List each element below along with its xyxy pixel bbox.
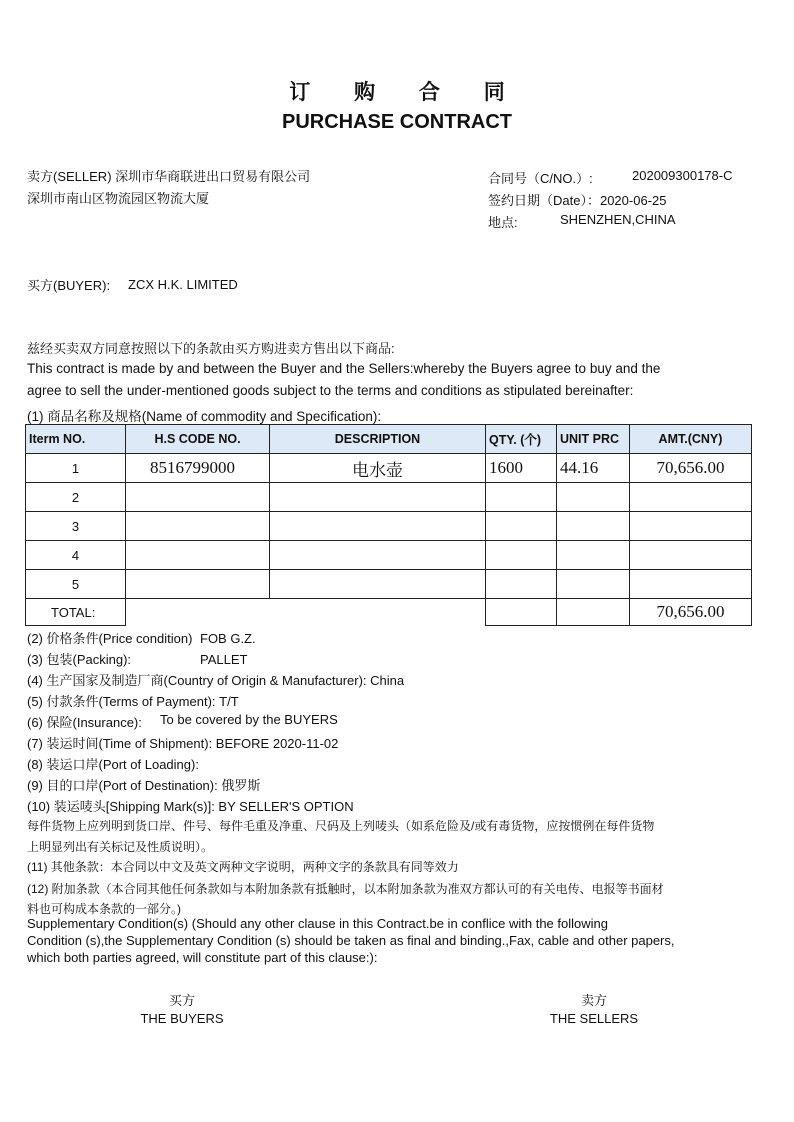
buyer-label: 买方(BUYER): (27, 278, 111, 293)
clause-5-payment: (5) 付款条件(Terms of Payment): T/T (27, 694, 239, 709)
clause-12-line1: (12) 附加条款（本合同其他任何条款如与本附加条款有抵触时，以本附加条款为准双方都认可的有关电传、电报等书面材 (27, 882, 664, 896)
table-row-4-amount (629, 540, 752, 570)
table-total-qty (485, 598, 557, 626)
table-row-2-unit-price (556, 482, 630, 512)
clause-9-destination: (9) 目的口岸(Port of Destination): 俄罗斯 (27, 778, 261, 793)
sellers-signature-cn: 卖方 (580, 993, 607, 1008)
table-row-1-description: 电水壶 (269, 453, 486, 483)
header-qty: QTY. (个) (485, 424, 557, 454)
table-total-amount: 70,656.00 (629, 598, 752, 626)
clause-7-shipment: (7) 装运时间(Time of Shipment): BEFORE 2020-11-02 (27, 736, 339, 751)
clause-6-value: To be covered by the BUYERS (160, 712, 338, 727)
table-row-2-item-no: 2 (25, 482, 126, 512)
table-row-5-item-no: 5 (25, 569, 126, 599)
goods-table (25, 424, 752, 626)
clause-3-value: PALLET (200, 652, 248, 667)
table-row-5-unit-price (556, 569, 630, 599)
header-item-no: Iterm NO. (25, 424, 126, 454)
clause-10-note-line2: 上明显列出有关标记及性质说明）。 (27, 840, 214, 854)
seller-label: 卖方(SELLER) (27, 169, 112, 184)
clause-4-origin: (4) 生产国家及制造厂商(Country of Origin & Manufacturer): China (27, 673, 405, 688)
intro-en-line2: agree to sell the under-mentioned goods subject to the terms and conditions as stipulated bereinafter: (27, 383, 634, 398)
clause-6-label: (6) 保险(Insurance): (27, 715, 142, 730)
header-amount: AMT.(CNY) (629, 424, 752, 454)
intro-cn: 兹经买卖双方同意按照以下的条款由买方购进卖方售出以下商品: (27, 341, 395, 356)
clause-8-loading: (8) 装运口岸(Port of Loading): (27, 757, 199, 772)
table-row-5-qty (485, 569, 557, 599)
intro-en-line1: This contract is made by and between the Buyer and the Sellers:whereby the Buyers agree to buy and the (27, 361, 661, 376)
table-row-3-description (269, 511, 486, 541)
supplementary-line2: Condition (s),the Supplementary Condition (s) should be taken as final and binding.,Fax, cable and other papers, (27, 933, 675, 948)
table-row-4-unit-price (556, 540, 630, 570)
table-row-2-qty (485, 482, 557, 512)
seller-name: 深圳市华商联进出口贸易有限公司 (115, 169, 311, 184)
clause-3-label: (3) 包装(Packing): (27, 652, 132, 667)
table-row-5-description (269, 569, 486, 599)
table-row-4-hs-code (125, 540, 270, 570)
supplementary-line3: which both parties agreed, will constitute part of this clause:): (27, 950, 378, 965)
supplementary-line1: Supplementary Condition(s) (Should any other clause in this Contract.be in conflice with the following (27, 916, 608, 931)
clause-11-other: (11) 其他条款：本合同以中文及英文两种文字说明，两种文字的条款具有同等效力 (27, 860, 459, 874)
table-row-4-item-no: 4 (25, 540, 126, 570)
table-row-1-unit-price: 44.16 (556, 453, 630, 483)
contract-title-cn: 订 购 合 同 (289, 81, 505, 104)
contract-date-label: 签约日期（Date）： (488, 193, 600, 208)
contract-place-label: 地点: (488, 215, 518, 230)
clause-10-note-line1: 每件货物上应列明到货口岸、件号、每件毛重及净重、尺码及上列唛头（如系危险及/或有毒货物，应按惯例在每件货物 (27, 819, 655, 833)
table-row-1-qty: 1600 (485, 453, 557, 483)
seller-line (27, 166, 310, 185)
header-unit-price: UNIT PRC (556, 424, 630, 454)
table-row-2-amount (629, 482, 752, 512)
table-row-4-description (269, 540, 486, 570)
table-row-5-amount (629, 569, 752, 599)
table-row-1-amount: 70,656.00 (629, 453, 752, 483)
contract-place-value: SHENZHEN,CHINA (560, 212, 676, 227)
clause-2-label: (2) 价格条件(Price condition) (27, 631, 193, 646)
table-row-1-hs-code: 8516799000 (125, 453, 270, 483)
table-row-5-hs-code (125, 569, 270, 599)
contract-date-value: 2020-06-25 (599, 193, 667, 208)
table-row-3-qty (485, 511, 557, 541)
clause-1-commodity: (1) 商品名称及规格(Name of commodity and Specification): (27, 409, 382, 424)
table-row-3-item-no: 3 (25, 511, 126, 541)
contract-no-label: 合同号（C/NO.）: (488, 171, 593, 186)
table-row-4-qty (485, 540, 557, 570)
contract-no-value: 202009300178-C (632, 168, 733, 183)
table-total-label: TOTAL: (25, 598, 126, 626)
buyers-signature-cn: 买方 (168, 993, 195, 1008)
buyers-signature-en: THE BUYERS (140, 1011, 224, 1026)
table-row-3-unit-price (556, 511, 630, 541)
seller-address: 深圳市南山区物流园区物流大厦 (27, 191, 210, 206)
contract-title-en: PURCHASE CONTRACT (282, 111, 512, 133)
table-row-3-hs-code (125, 511, 270, 541)
clause-2-value: FOB G.Z. (200, 631, 256, 646)
header-description: DESCRIPTION (269, 424, 486, 454)
table-row-2-hs-code (125, 482, 270, 512)
table-row-3-amount (629, 511, 752, 541)
header-hs-code: H.S CODE NO. (125, 424, 270, 454)
table-row-1-item-no: 1 (25, 453, 126, 483)
table-row-2-description (269, 482, 486, 512)
clause-10-shipping-mark: (10) 装运唛头[Shipping Mark(s)]: BY SELLER'S OPTION (27, 799, 354, 814)
clause-12-line2: 料也可构成本条款的一部分。) (27, 902, 181, 916)
sellers-signature-en: THE SELLERS (549, 1011, 639, 1026)
contract-date (488, 190, 666, 209)
table-total-unit-price (556, 598, 630, 626)
buyer-name: ZCX H.K. LIMITED (128, 277, 238, 292)
